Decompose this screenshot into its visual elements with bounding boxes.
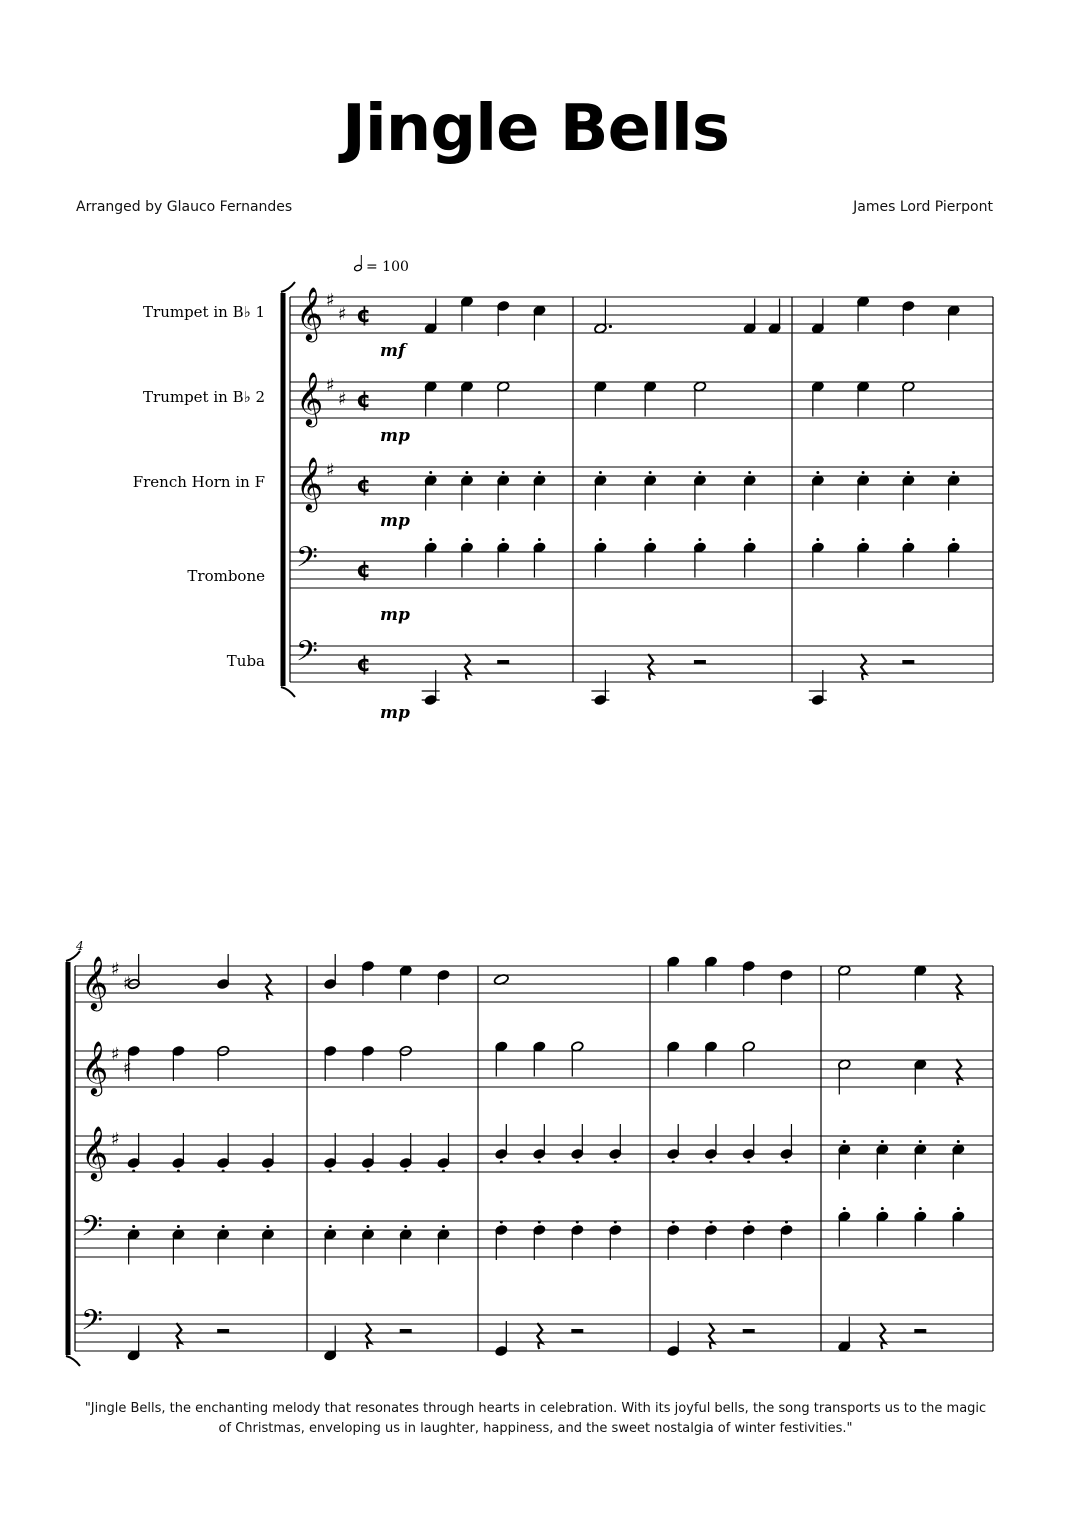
staccato-dot [132,1225,135,1228]
note [902,471,915,511]
quarter-rest [537,1323,542,1349]
bass-clef: 𝄢 [81,1210,103,1250]
note [644,538,657,578]
staccato-dot [919,1207,922,1210]
note [743,538,756,578]
quarter-rest [176,1323,181,1349]
note [399,1133,412,1173]
staccato-dot [177,1170,180,1173]
note [704,956,717,992]
note [780,1124,793,1164]
note [533,471,546,511]
note [811,538,824,578]
note [399,1225,412,1265]
note [914,1059,927,1095]
note [743,471,756,511]
dot [609,325,612,328]
half-rest [400,1329,412,1333]
note [497,300,510,336]
note [361,1133,374,1173]
note [952,1207,965,1247]
bass-clef: 𝄢 [296,635,318,675]
note [947,538,960,578]
note [856,296,869,332]
score-title: Jingle Bells [342,92,729,166]
dynamic-trumpet-1: mf [380,341,406,361]
staccato-dot [404,1170,407,1173]
half-rest [694,660,706,664]
note [667,956,680,992]
staccato-dot [672,1161,675,1164]
bass-clef: 𝄢 [296,541,318,581]
staccato-dot [538,1221,541,1224]
note [172,1225,185,1265]
note [495,1321,508,1357]
note [127,1225,140,1265]
note [838,1140,851,1180]
instrument-name-tuba: Tuba [226,652,265,670]
staccato-dot [649,538,652,541]
tempo-text: = 100 [366,259,409,275]
staccato-dot [709,1161,712,1164]
staccato-dot [843,1207,846,1210]
staccato-dot [957,1140,960,1143]
note [497,381,510,417]
staccato-dot [698,538,701,541]
note [127,1133,140,1173]
note [780,969,793,1005]
staccato-dot [862,538,865,541]
note [424,381,437,417]
note [856,381,869,417]
note [533,1221,546,1261]
note [704,1221,717,1261]
staccato-dot [747,1221,750,1224]
note [217,954,230,990]
staccato-dot [748,538,751,541]
note [424,299,437,335]
note [437,1225,450,1265]
quarter-rest [648,654,653,680]
sharp: ♯ [338,304,347,325]
note [693,471,706,511]
note [571,1124,584,1164]
sharp: ♯ [111,1044,120,1065]
note [838,1207,851,1247]
staccato-dot [177,1225,180,1228]
note [460,381,473,417]
note [424,538,437,578]
staccato-dot [502,538,505,541]
note [609,1124,622,1164]
note [594,381,607,417]
bracket-hook [66,951,80,961]
quarter-rest [956,974,961,1000]
instrument-name-french-horn: French Horn in F [132,473,265,491]
treble-clef: 𝄞 [296,286,324,340]
note [366,1323,371,1349]
staccato-dot [907,538,910,541]
note [856,471,869,511]
note [609,1221,622,1261]
note [495,1221,508,1261]
note [594,299,612,335]
note [495,1124,508,1164]
note [324,1045,337,1081]
note [704,1041,717,1077]
note [361,1045,374,1081]
staccato-dot [952,471,955,474]
dynamic-french-horn: mp [380,511,410,531]
staccato-dot [576,1221,579,1224]
bracket-hook [281,282,295,292]
note [667,1124,680,1164]
treble-clef: 𝄞 [81,1040,109,1094]
quarter-rest [861,654,866,680]
note [709,1323,714,1349]
staccato-dot [614,1161,617,1164]
tempo-marking [354,255,409,275]
sharp: ♯ [326,375,335,396]
sharp: ♯ [123,973,132,994]
staccato-dot [266,1225,269,1228]
note [324,1225,337,1265]
staccato-dot [952,538,955,541]
note [956,974,961,1000]
note [644,471,657,511]
note [261,1225,274,1265]
note [811,381,824,417]
half-rest [571,1329,583,1333]
note [947,471,960,511]
note [172,1045,185,1081]
staccato-dot [957,1207,960,1210]
bracket-hook [281,687,295,697]
note [324,954,337,990]
note [217,1133,230,1173]
staccato-dot [132,1170,135,1173]
note [956,1059,961,1085]
note [838,1317,851,1353]
staccato-dot [502,471,505,474]
staccato-dot [222,1225,225,1228]
note [914,1140,927,1180]
bracket-hook [66,1356,80,1366]
note [743,299,756,335]
treble-clef: 𝄞 [296,371,324,425]
cut-time: ¢ [356,388,372,413]
dynamic-tuba: mp [380,703,410,723]
note [495,1041,508,1077]
note [667,1041,680,1077]
quarter-rest [366,1323,371,1349]
note [768,299,781,335]
staccato-dot [538,1161,541,1164]
note [811,299,824,335]
half-rest [497,660,509,664]
note [694,660,706,664]
note [127,1326,140,1362]
sharp: ♯ [326,460,335,481]
note [811,471,824,511]
bass-clef: 𝄢 [81,1304,103,1344]
note [693,381,706,417]
note [742,1221,755,1261]
half-rest [914,1329,926,1333]
staccato-dot [576,1161,579,1164]
note [324,1326,337,1362]
staccato-dot [465,471,468,474]
note [742,960,755,996]
sharp: ♯ [338,389,347,410]
note [400,1329,412,1333]
note [497,660,509,664]
staccato-dot [599,538,602,541]
staccato-dot [649,471,652,474]
note [533,305,546,341]
staccato-dot [538,471,541,474]
note [838,965,851,1001]
cut-time: ¢ [356,303,372,328]
treble-clef: 𝄞 [81,955,109,1009]
note [465,654,470,680]
quarter-rest [956,1059,961,1085]
note [361,1225,374,1265]
staccato-dot [785,1221,788,1224]
staccato-dot [329,1225,332,1228]
quarter-rest [880,1323,885,1349]
note [947,305,960,341]
note [914,965,927,1001]
staccato-dot [500,1221,503,1224]
note [667,1321,680,1357]
note [880,1323,885,1349]
arranger-credit: Arranged by Glauco Fernandes [76,199,293,215]
note [902,660,914,664]
instrument-name-trumpet-1: Trumpet in B♭ 1 [143,303,265,321]
sharp: ♯ [326,290,335,311]
note [648,654,653,680]
note [667,1221,680,1261]
note [460,538,473,578]
staccato-dot [442,1170,445,1173]
staccato-dot [907,471,910,474]
note [399,965,412,1001]
footer-quote: "Jingle Bells, the enchanting melody that resonates through hearts in celebration. With its joyful bells, the song transports us to the magic of Christmas, enveloping us in laughter, happiness, and the sweet nostalgia of winter festivities." [84,1401,987,1436]
note [693,538,706,578]
staccato-dot [429,471,432,474]
note [644,381,657,417]
note [571,1041,584,1077]
note [571,1329,583,1333]
staccato-dot [222,1170,225,1173]
cut-time: ¢ [356,473,372,498]
note [902,381,915,417]
instrument-name-trumpet-2: Trumpet in B♭ 2 [143,388,265,406]
note [742,1041,755,1077]
note [261,1133,274,1173]
staccato-dot [862,471,865,474]
note [809,670,827,706]
note [497,471,510,511]
note [571,1221,584,1261]
staccato-dot [843,1140,846,1143]
staccato-dot [404,1225,407,1228]
note [533,538,546,578]
note [742,1124,755,1164]
note [460,471,473,511]
staccato-dot [747,1161,750,1164]
measure-number: 4 [76,939,84,953]
note [914,1329,926,1333]
quarter-rest [709,1323,714,1349]
note [533,1041,546,1077]
note [537,1323,542,1349]
staccato-dot [672,1221,675,1224]
note [914,1207,927,1247]
note [127,1045,140,1081]
sharp: ♯ [123,1058,132,1079]
note [594,471,607,511]
staccato-dot [500,1161,503,1164]
note [361,960,374,996]
staccato-dot [698,471,701,474]
note [704,1124,717,1164]
staccato-dot [442,1225,445,1228]
note [176,1323,181,1349]
note [591,670,609,706]
note [876,1207,889,1247]
note [533,1124,546,1164]
staccato-dot [709,1221,712,1224]
staccato-dot [881,1207,884,1210]
staccato-dot [599,471,602,474]
treble-clef: 𝄞 [81,1125,109,1179]
note [437,969,450,1005]
cut-time: ¢ [356,652,372,677]
staccato-dot [465,538,468,541]
dynamic-trumpet-2: mp [380,426,410,446]
note [497,538,510,578]
staccato-dot [881,1140,884,1143]
dynamic-trombone: mp [380,605,410,625]
staccato-dot [538,538,541,541]
note [324,1133,337,1173]
staccato-dot [429,538,432,541]
staccato-dot [816,471,819,474]
note [460,296,473,332]
half-rest [743,1329,755,1333]
staccato-dot [748,471,751,474]
note [422,670,440,706]
half-rest [902,660,914,664]
staccato-dot [329,1170,332,1173]
note [902,538,915,578]
staccato-dot [266,1170,269,1173]
staccato-dot [366,1170,369,1173]
note [902,300,915,336]
note [266,974,271,1000]
instrument-name-trombone: Trombone [187,567,265,585]
system-2 [66,951,993,1366]
note [952,1140,965,1180]
score-systems [66,282,993,1366]
composer-credit: James Lord Pierpont [853,199,993,215]
half-rest [217,1329,229,1333]
note [861,654,866,680]
note [780,1221,793,1261]
staccato-dot [614,1221,617,1224]
note [743,1329,755,1333]
note [594,538,607,578]
quarter-rest [465,654,470,680]
treble-clef: 𝄞 [296,456,324,510]
note [217,1329,229,1333]
staccato-dot [785,1161,788,1164]
staccato-dot [919,1140,922,1143]
sharp: ♯ [111,959,120,980]
note [437,1133,450,1173]
note [424,471,437,511]
sharp: ♯ [111,1129,120,1150]
note [856,538,869,578]
staccato-dot [816,538,819,541]
cut-time: ¢ [356,558,372,583]
note [172,1133,185,1173]
staccato-dot [366,1225,369,1228]
note [217,1225,230,1265]
quarter-rest [266,974,271,1000]
note [876,1140,889,1180]
note [838,1059,851,1095]
